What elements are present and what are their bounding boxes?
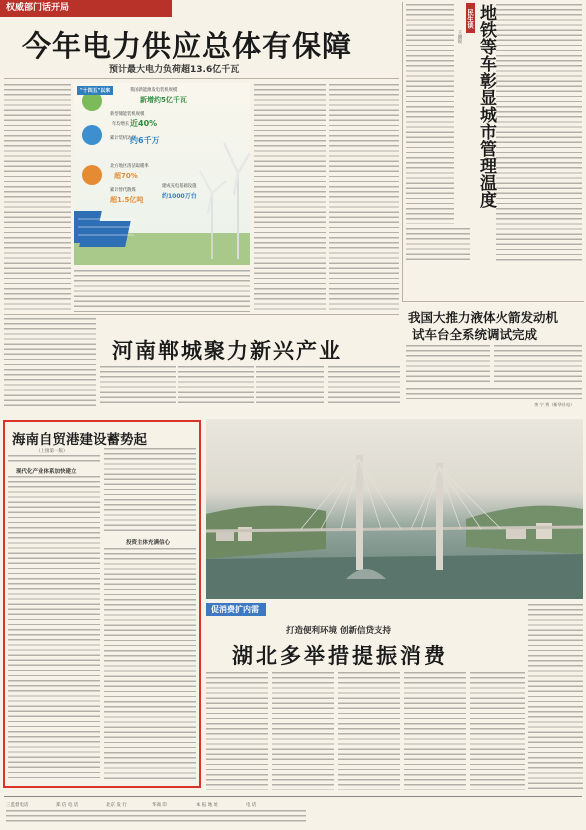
footer-item: 电 话 (246, 803, 257, 808)
article-body (329, 84, 399, 312)
main-headline: 今年电力供应总体有保障 (22, 29, 353, 63)
article-body (104, 448, 196, 534)
article-body (254, 84, 326, 312)
stat-value: 超70% (114, 172, 138, 180)
engine-title-line2: 试车台全系统调试完成 (412, 327, 538, 342)
column-byline: 王晓锐 (457, 30, 462, 44)
article-body (100, 366, 176, 406)
stat-label: 累计替代散煤 (110, 188, 136, 193)
article-body (4, 84, 71, 312)
hainan-subhead-2: 投资主体充满信心 (126, 540, 171, 546)
article-body (406, 388, 582, 399)
bridge-photo (206, 419, 583, 599)
article-body (328, 366, 400, 406)
infographic-badge: "十四五"以来 (77, 86, 113, 95)
article-body (8, 476, 100, 780)
article-body (528, 604, 583, 790)
stat-label: 建成充电基础设施 (162, 184, 197, 189)
energy-infographic (74, 83, 250, 265)
stat-value: 超1.5亿吨 (110, 196, 144, 204)
footer-item: 本 报 地 址 (196, 803, 219, 808)
article-body (404, 672, 466, 790)
article-body (494, 345, 582, 385)
stat-value: 近40% (130, 119, 158, 128)
article-body (496, 4, 582, 262)
article-body (256, 366, 324, 406)
stat-label: 新型储能装机规模 (110, 112, 145, 117)
stat-value: 约1000万台 (162, 193, 197, 200)
divider (402, 2, 403, 302)
article-body (178, 366, 254, 406)
article-body (406, 345, 490, 385)
hainan-dateline: （上接第一版） (36, 449, 68, 454)
article-body (406, 4, 454, 224)
article-body (470, 672, 525, 790)
column-title: 地铁等车彰显城市管理温度 (476, 4, 496, 208)
bridge-icon (206, 419, 583, 599)
article-body (4, 318, 96, 406)
stat-label: 年均增长 (112, 122, 130, 127)
engine-credit: 李 宁 秀（新华社电） (534, 402, 575, 407)
article-body (272, 672, 334, 790)
hubei-section-band: 促消费扩内需 (206, 603, 266, 616)
henan-headline: 河南郸城聚力新兴产业 (112, 339, 342, 363)
article-body (406, 228, 470, 262)
article-body (104, 548, 196, 780)
footer-item: 郑 信 电 话 (56, 803, 79, 808)
hubei-headline: 湖北多举措提振消费 (232, 644, 448, 668)
hainan-headline: 海南自贸港建设蓄势起 (12, 432, 147, 448)
article-body (74, 270, 250, 312)
footer-item: 华商 印 (152, 803, 167, 808)
article-body (338, 672, 400, 790)
hainan-subhead-1: 现代化产业体系加快建立 (16, 469, 77, 475)
stat-value: 约6千万 (130, 136, 160, 145)
divider (402, 301, 584, 302)
stat-value: 新增约5亿千瓦 (140, 96, 187, 104)
section-banner: 权威部门话开局 (0, 0, 172, 17)
column-label: 民生谈 (466, 3, 475, 33)
main-subheadline: 预计最大电力负荷超13.6亿千瓦 (109, 65, 240, 75)
divider (4, 314, 399, 315)
hubei-kicker: 打造便利环境 创新信贷支持 (286, 626, 391, 636)
footer-item: 北京 发 行 (106, 803, 127, 808)
stat-label: 累计装机达到 (110, 136, 136, 141)
article-body (8, 455, 100, 465)
footer-rule (4, 796, 582, 797)
engine-title-line1: 我国大推力液体火箭发动机 (408, 310, 559, 325)
stat-label: 我国新能源发电装机规模 (130, 88, 178, 93)
article-body (206, 672, 268, 790)
divider (4, 78, 399, 79)
footer-text (6, 810, 306, 824)
wind-turbine-icon (74, 83, 250, 265)
stat-label: 北方地区清洁取暖率 (110, 164, 149, 169)
footer-item: 三监督电话 (6, 803, 29, 808)
